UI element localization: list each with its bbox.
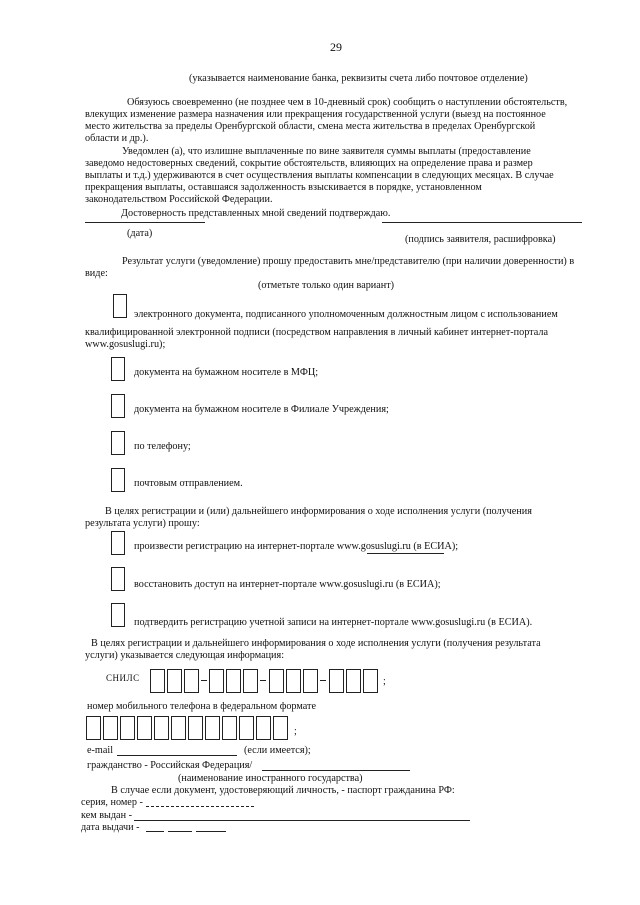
option-confirm-account: подтвердить регистрацию учетной записи на интернет-портале www.gosuslugi.ru (в ЕСИА). [134, 617, 533, 628]
notice-line-5: законодательством Российской Федерации. [85, 194, 273, 205]
issue-year-field[interactable] [196, 831, 226, 832]
phone-semicolon: ; [294, 726, 297, 737]
result-intro-line-2: виде: [85, 268, 108, 279]
snils-label: СНИЛС [106, 673, 140, 683]
snils-box-6[interactable] [243, 669, 258, 693]
checkbox-restore-access[interactable] [111, 567, 125, 591]
foreign-state-field[interactable] [262, 770, 410, 771]
checkbox-electronic-document[interactable] [113, 294, 127, 318]
notice-line-1: Уведомлен (а), что излишне выплаченные по вине заявителя суммы выплаты (предоставление [122, 146, 531, 157]
phone-box-5[interactable] [154, 716, 169, 740]
phone-box-1[interactable] [86, 716, 101, 740]
snils-semicolon: ; [383, 676, 386, 687]
option-paper-mfc: документа на бумажном носителе в МФЦ; [134, 367, 319, 378]
option-electronic-line-2: квалифицированной электронной подписи (посредством направления в личный кабинет интернет-портала [85, 327, 548, 338]
checkbox-register[interactable] [111, 531, 125, 555]
notice-line-3: выплаты и т.д.) удерживаются в счет осуществления выплаты компенсации в следующих месяцах. В случае [85, 170, 554, 181]
snils-box-12[interactable] [363, 669, 378, 693]
info-intro [85, 638, 588, 662]
snils-box-1[interactable] [150, 669, 165, 693]
phone-box-6[interactable] [171, 716, 186, 740]
phone-box-9[interactable] [222, 716, 237, 740]
phone-box-3[interactable] [120, 716, 135, 740]
info-intro-line-2: услуги) указывается следующая информация: [85, 650, 285, 661]
info-intro-line-1: В целях регистрации и дальнейшего информирования о ходе исполнения услуги (получения результата [91, 638, 541, 649]
checkbox-post[interactable] [111, 468, 125, 492]
citizenship-text: гражданство - Российская Федерация/ [87, 760, 253, 771]
snils-box-9[interactable] [303, 669, 318, 693]
email-label: e-mail [87, 745, 114, 756]
snils-box-7[interactable] [269, 669, 284, 693]
option-post: почтовым отправлением. [134, 478, 243, 489]
registration-intro [85, 506, 588, 530]
email-field[interactable] [117, 755, 237, 756]
option-phone: по телефону; [134, 441, 191, 452]
phone-box-8[interactable] [205, 716, 220, 740]
issue-day-field[interactable] [146, 831, 164, 832]
signature-line[interactable] [382, 222, 582, 223]
obligation-line-2: влекущих изменение размера назначения или прекращения государственной услуги (выезд на постоянное [85, 109, 546, 120]
option-electronic-document-cont [85, 327, 588, 351]
signature-label: (подпись заявителя, расшифровка) [405, 234, 556, 245]
email-suffix: (если имеется); [244, 745, 311, 756]
snils-box-10[interactable] [329, 669, 344, 693]
foreign-state-hint: (наименование иностранного государства) [178, 773, 363, 784]
date-line[interactable] [85, 222, 205, 223]
snils-dash-2 [260, 680, 266, 681]
page-number: 29 [330, 40, 342, 54]
series-label: серия, номер - [81, 797, 143, 808]
snils-box-8[interactable] [286, 669, 301, 693]
issue-month-field[interactable] [168, 831, 192, 832]
phone-box-4[interactable] [137, 716, 152, 740]
bank-hint: (указывается наименование банка, реквизиты счета либо почтовое отделение) [189, 73, 528, 84]
phone-box-7[interactable] [188, 716, 203, 740]
snils-dash-3 [320, 680, 326, 681]
option-paper-branch: документа на бумажном носителе в Филиале Учреждения; [134, 404, 389, 415]
obligation-paragraph [85, 97, 588, 145]
snils-box-3[interactable] [184, 669, 199, 693]
gosuslugi-underline [367, 553, 444, 554]
series-number-field[interactable] [146, 806, 254, 807]
choose-one-hint: (отметьте только один вариант) [258, 280, 395, 291]
id-document-text: В случае если документ, удостоверяющий личность, - паспорт гражданина РФ: [111, 785, 455, 796]
date-label: (дата) [127, 228, 153, 239]
option-electronic-line-3: www.gosuslugi.ru); [85, 339, 166, 350]
checkbox-confirm-account[interactable] [111, 603, 125, 627]
obligation-line-1: Обязуюсь своевременно (не позднее чем в 10-дневный срок) сообщить о наступлении обстоятельств, [127, 97, 568, 108]
obligation-line-3: место жительства за пределы Оренбургской области, смена места жительства в пределах Оренбургской [85, 121, 536, 132]
obligation-line-4: области и др.). [85, 133, 149, 144]
checkbox-paper-mfc[interactable] [111, 357, 125, 381]
option-restore-access: восстановить доступ на интернет-портале www.gosuslugi.ru (в ЕСИА); [134, 579, 441, 590]
snils-box-11[interactable] [346, 669, 361, 693]
result-intro-line-1: Результат услуги (уведомление) прошу предоставить мне/представителю (при наличии доверенности) в [122, 256, 575, 267]
issue-date-label: дата выдачи - [81, 822, 140, 833]
snils-box-5[interactable] [226, 669, 241, 693]
issued-by-label: кем выдан - [81, 810, 132, 821]
phone-label: номер мобильного телефона в федеральном формате [87, 701, 316, 712]
registration-intro-line-2: результата услуги) прошу: [85, 518, 200, 529]
registration-intro-line-1: В целях регистрации и (или) дальнейшего информирования о ходе исполнения услуги (получения [105, 506, 532, 517]
snils-box-4[interactable] [209, 669, 224, 693]
phone-box-12[interactable] [273, 716, 288, 740]
notice-paragraph [85, 146, 588, 206]
option-register: произвести регистрацию на интернет-портале www.gosuslugi.ru (в ЕСИА); [134, 541, 459, 552]
result-intro [85, 256, 588, 280]
issued-by-field[interactable] [134, 820, 470, 821]
checkbox-phone[interactable] [111, 431, 125, 455]
phone-box-11[interactable] [256, 716, 271, 740]
phone-box-10[interactable] [239, 716, 254, 740]
checkbox-paper-branch[interactable] [111, 394, 125, 418]
snils-dash-1 [201, 680, 207, 681]
notice-line-2: заведомо недостоверных сведений, сокрытие обстоятельств, влияющих на определение права и размер [85, 158, 533, 169]
option-electronic-document: электронного документа, подписанного уполномоченным должностным лицом с использованием [134, 309, 558, 320]
confirm-text: Достоверность представленных мной сведений подтверждаю. [121, 208, 391, 219]
notice-line-4: прекращения выплаты, оставшаяся задолженность взыскивается в порядке, установленном [85, 182, 482, 193]
snils-box-2[interactable] [167, 669, 182, 693]
phone-box-2[interactable] [103, 716, 118, 740]
